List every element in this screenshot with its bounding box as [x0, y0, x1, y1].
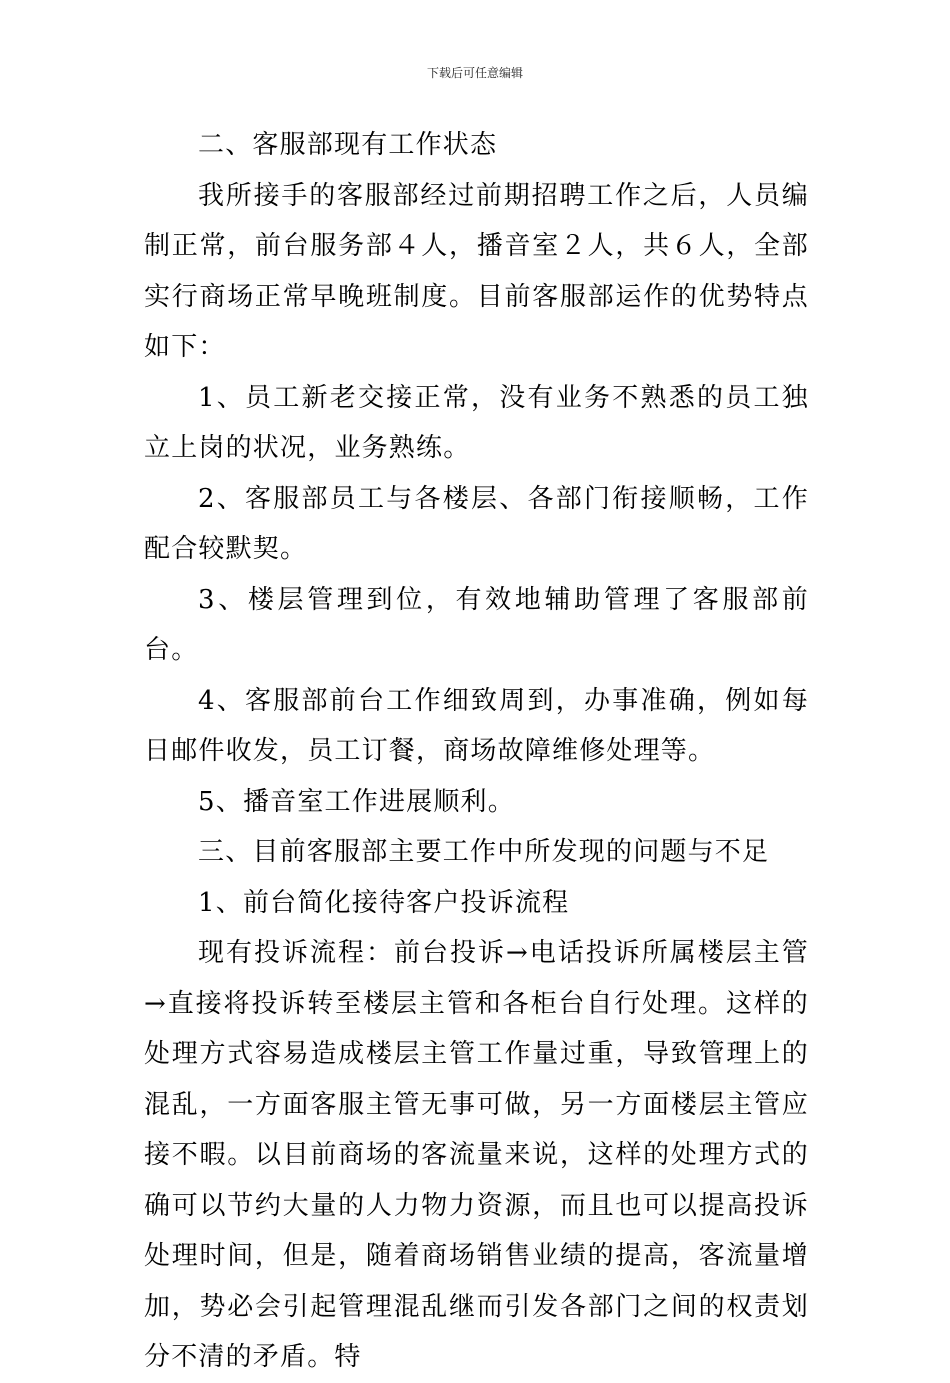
list-item-1: 1、员工新老交接正常，没有业务不熟悉的员工独立上岗的状况，业务熟练。 [144, 382, 809, 463]
section-heading-problems: 三、目前客服部主要工作中所发现的问题与不足 [198, 837, 770, 867]
section-heading-current-status: 二、客服部现有工作状态 [198, 130, 498, 160]
subheading-complaint-process: 1、前台简化接待客户投诉流程 [198, 887, 570, 918]
list-item-3: 3、楼层管理到位，有效地辅助管理了客服部前台。 [144, 584, 809, 665]
paragraph-staffing: 我所接手的客服部经过前期招聘工作之后，人员编制正常，前台服务部４人，播音室２人，共６人，全部实行商场正常早晚班制度。目前客服部运作的优势特点如下： [144, 180, 809, 362]
page-header-caption: 下载后可任意编辑 [426, 66, 523, 80]
document-body [144, 120, 809, 1383]
list-item-5: 5、播音室工作进展顺利。 [198, 786, 515, 817]
list-item-4: 4、客服部前台工作细致周到，办事准确，例如每日邮件收发，员工订餐，商场故障维修处理等。 [144, 685, 809, 766]
list-item-2: 2、客服部员工与各楼层、各部门衔接顺畅，工作配合较默契。 [144, 483, 809, 564]
paragraph-complaint-process: 现有投诉流程：前台投诉→电话投诉所属楼层主管→直接将投诉转至楼层主管和各柜台自行处理。这样的处理方式容易造成楼层主管工作量过重，导致管理上的混乱，一方面客服主管无事可做，另一方面楼层主管应接不暇。以目前商场的客流量来说，这样的处理方式的确可以节约大量的人力物力资源，而且也可以提高投诉处理时间，但是，随着商场销售业绩的提高，客流量增加，势必会引起管理混乱继而引发各部门之间的权责划分不清的矛盾。特 [144, 938, 809, 1372]
